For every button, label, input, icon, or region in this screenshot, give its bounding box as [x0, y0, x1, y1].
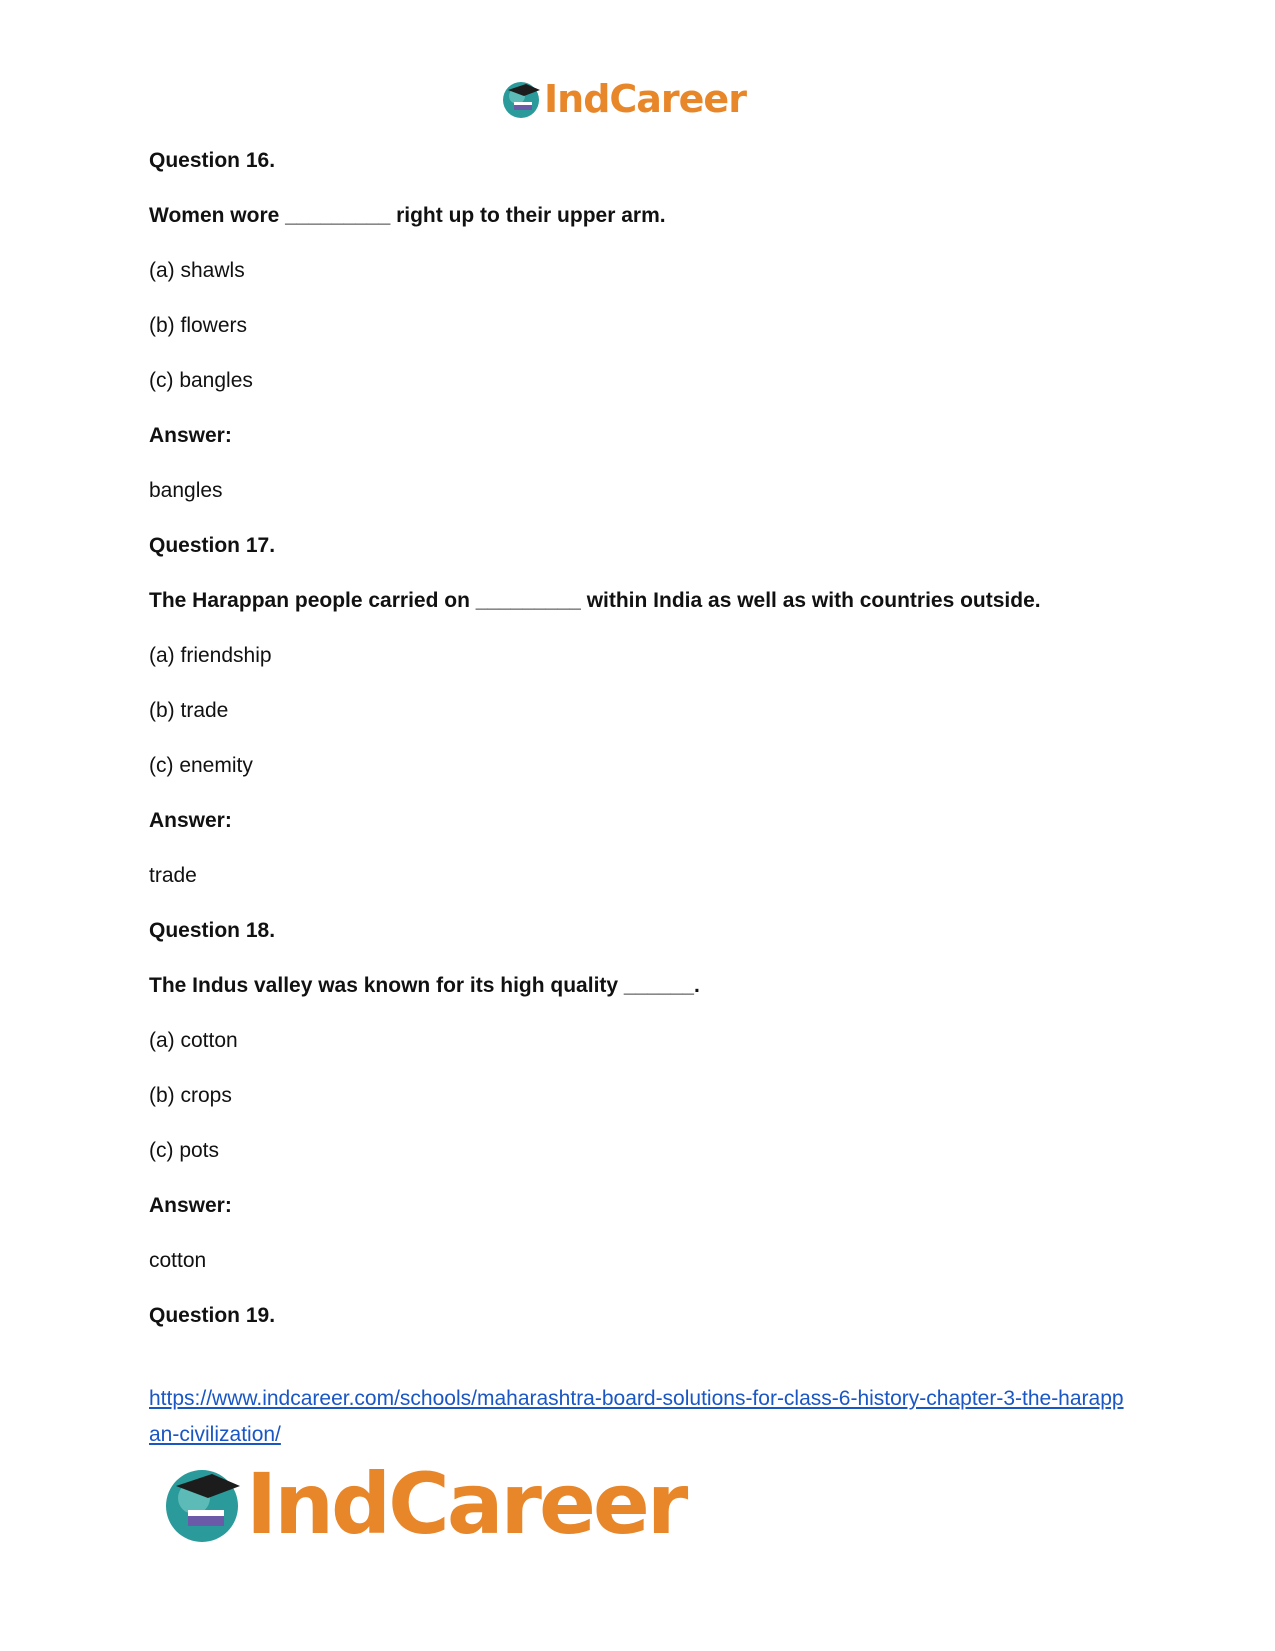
question-prompt: The Indus valley was known for its high quality ______.: [149, 974, 700, 997]
header-logo: [500, 78, 746, 120]
footer-logo: [160, 1455, 686, 1553]
option: (a) cotton: [149, 1029, 238, 1052]
option: (c) pots: [149, 1139, 220, 1162]
graduation-globe-icon: [160, 1462, 244, 1546]
answer-label: Answer:: [149, 809, 232, 832]
option: (b) crops: [149, 1084, 232, 1107]
document-body: [149, 148, 1129, 1358]
brand-wordmark: IndCareer: [544, 77, 746, 121]
answer-label: Answer:: [149, 1194, 232, 1217]
answer-text: cotton: [149, 1249, 207, 1272]
option: (c) bangles: [149, 369, 253, 392]
question-title: Question 19.: [149, 1304, 276, 1327]
question-prompt: Women wore _________ right up to their upper arm.: [149, 204, 666, 227]
source-link[interactable]: https://www.indcareer.com/schools/maharashtra-board-solutions-for-class-6-history-chapter-3-the-harappan-civilization/: [149, 1387, 1124, 1446]
option: (c) enemity: [149, 754, 253, 777]
answer-text: trade: [149, 864, 197, 887]
option: (b) trade: [149, 699, 229, 722]
question-prompt: The Harappan people carried on _________ within India as well as with countries outside.: [149, 589, 1041, 612]
brand-wordmark: IndCareer: [246, 1455, 686, 1553]
option: (a) friendship: [149, 644, 272, 667]
answer-text: bangles: [149, 479, 223, 502]
question-title: Question 17.: [149, 534, 276, 557]
source-link-block: [149, 1381, 1129, 1453]
graduation-globe-icon: [500, 78, 542, 120]
question-title: Question 18.: [149, 919, 276, 942]
option: (b) flowers: [149, 314, 248, 337]
question-title: Question 16.: [149, 149, 276, 172]
option: (a) shawls: [149, 259, 245, 282]
answer-label: Answer:: [149, 424, 232, 447]
